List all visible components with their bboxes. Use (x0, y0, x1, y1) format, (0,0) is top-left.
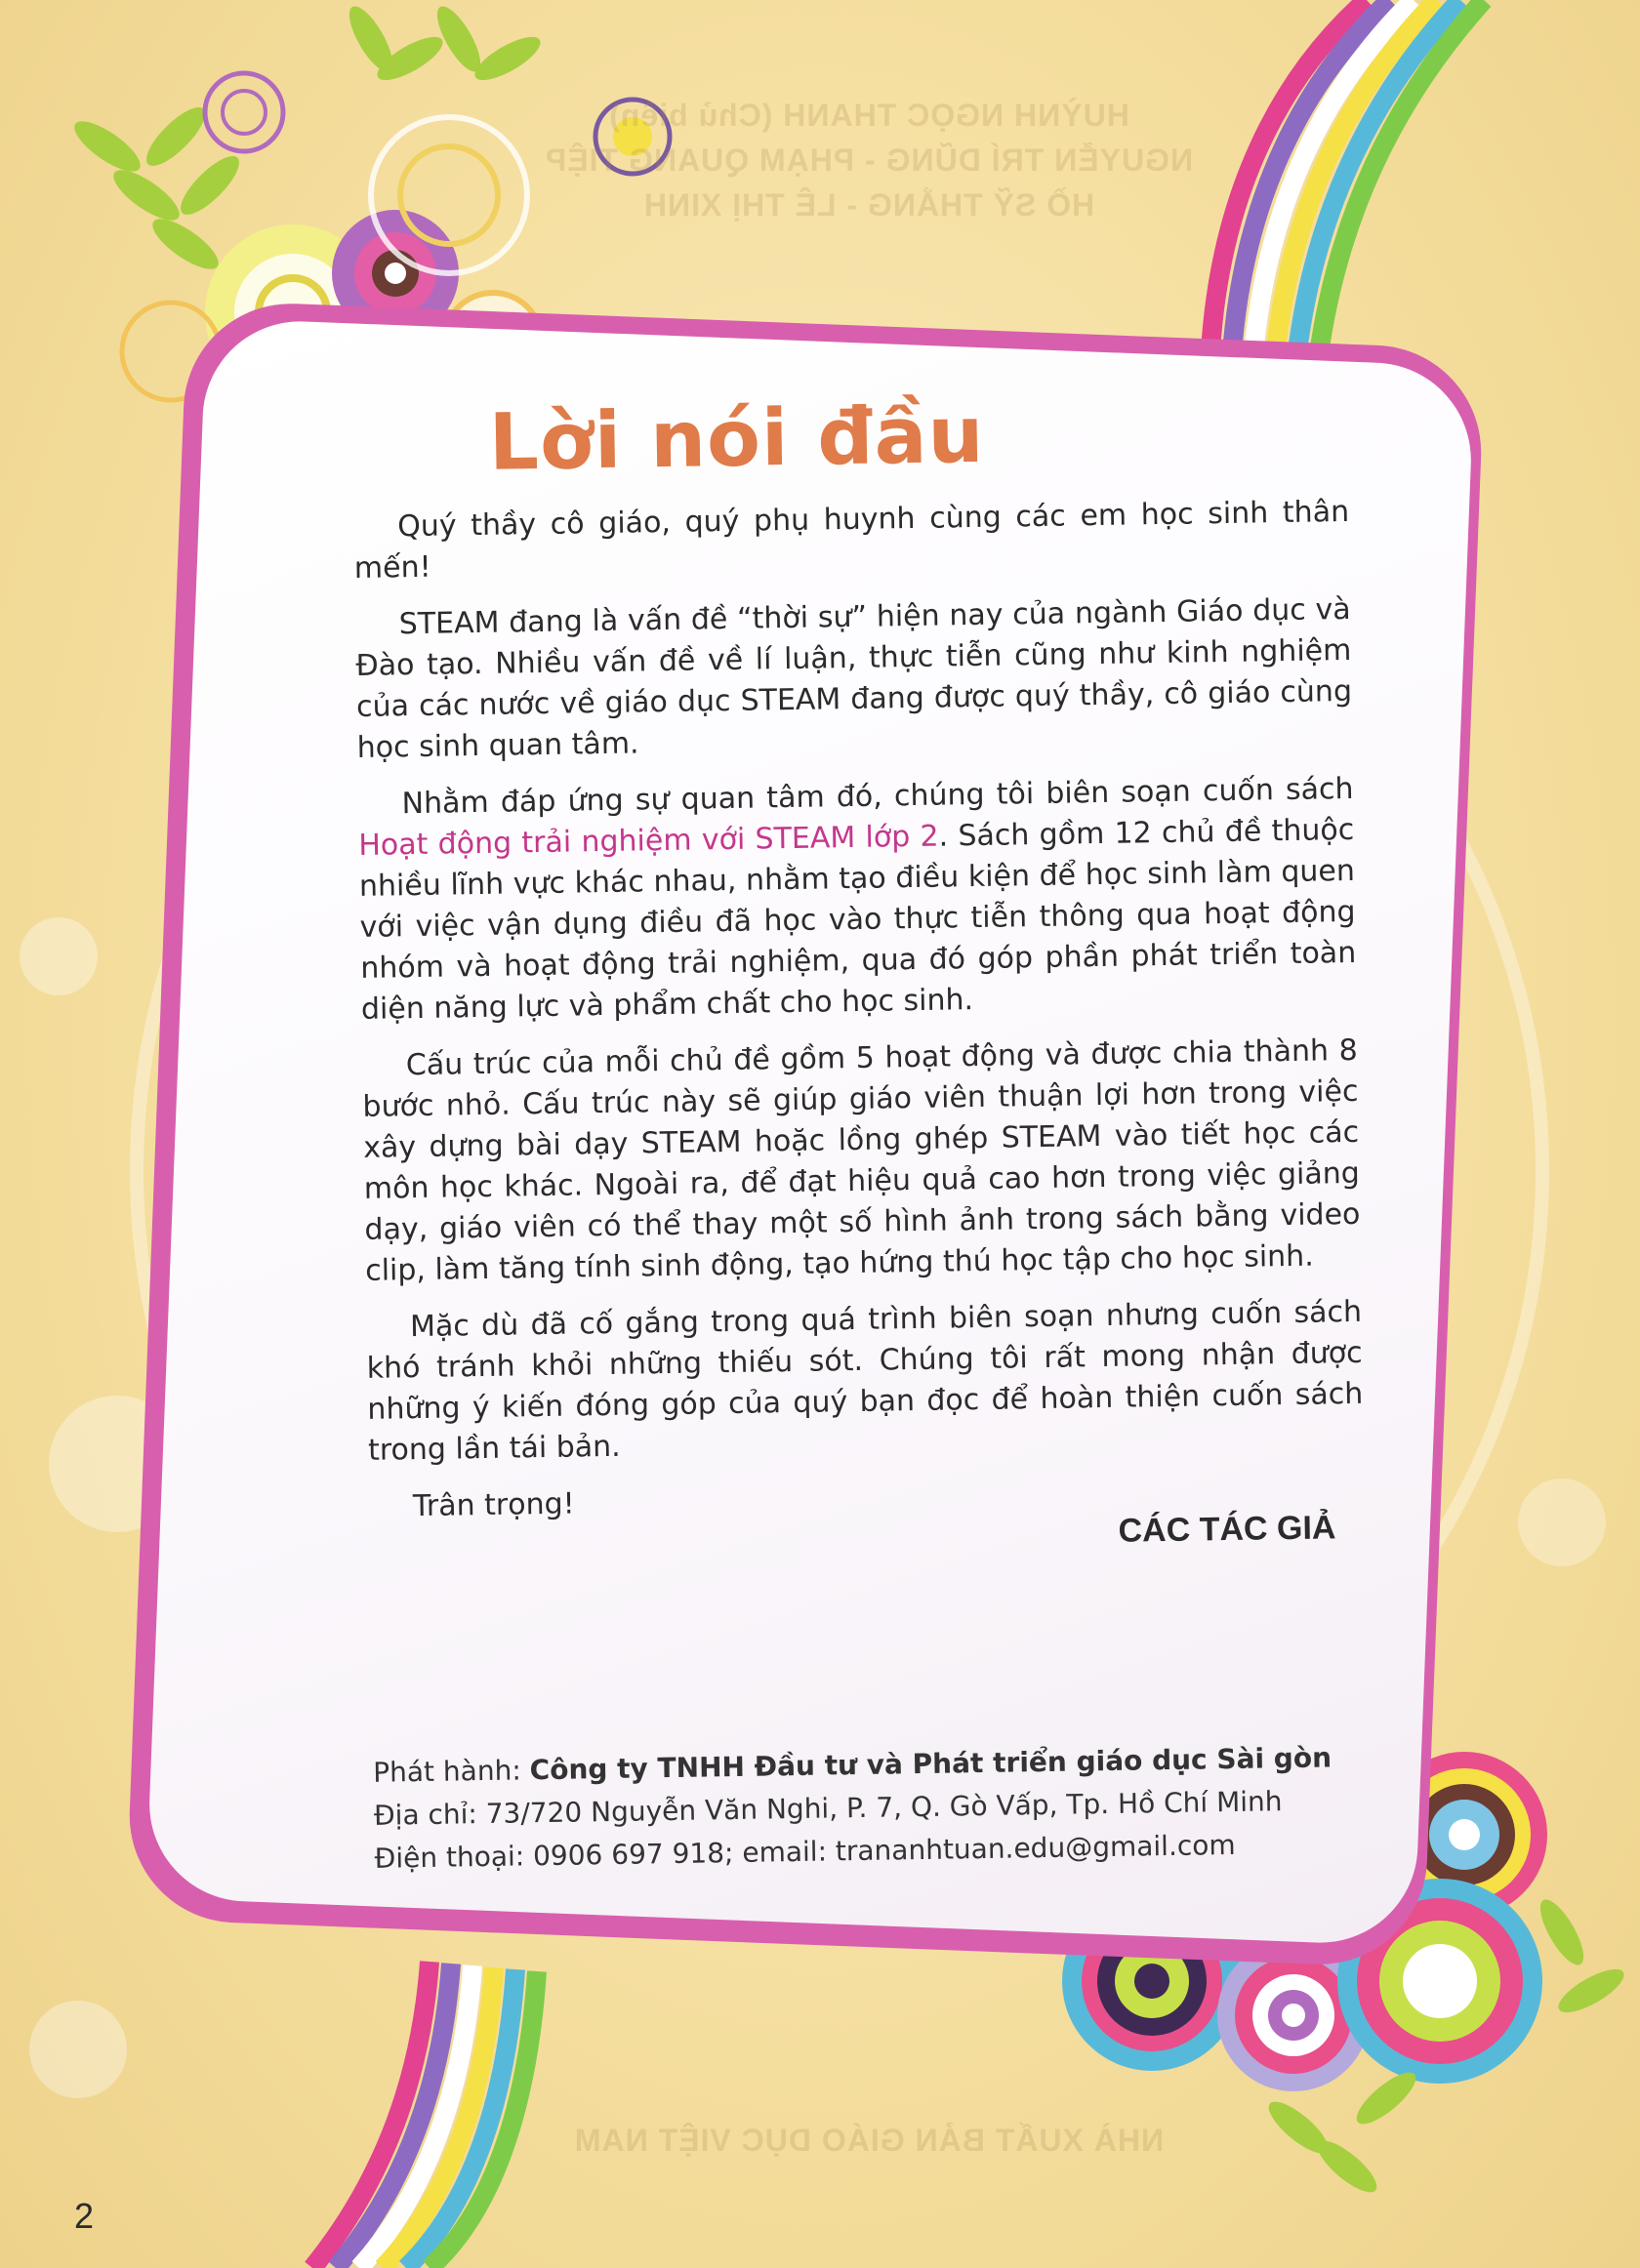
show-through-author-line-3: HỒ SỸ THẮNG - LÊ THỊ XINH (642, 187, 1095, 223)
paragraph-greeting: Quý thầy cô giáo, quý phụ huynh cùng các em học sinh thân mến! (353, 494, 1350, 586)
authors-signature: CÁC TÁC GIẢ (1118, 1509, 1336, 1550)
show-through-author-line-1: HUỲNH NGỌC THANH (Chủ biên) (608, 98, 1129, 133)
closing-greeting: Trân trọng! (412, 1486, 575, 1524)
rainbow-ribbon-bottom (312, 1962, 537, 2268)
page-number: 2 (74, 2196, 95, 2236)
paragraph-book-intro-start: Nhằm đáp ứng sự quan tâm đó, chúng tôi biên soạn cuốn sách (401, 771, 1354, 822)
publisher-info (373, 1736, 1371, 1881)
publisher-address: Địa chỉ: 73/720 Nguyễn Văn Nghi, P. 7, Q. Gò Vấp, Tp. Hồ Chí Minh (373, 1785, 1283, 1832)
show-through-publisher-line: NHÀ XUẤT BẢN GIÁO DỤC VIỆT NAM (573, 2123, 1165, 2158)
paragraph-book-intro-end: . Sách gồm 12 chủ đề thuộc nhiều lĩnh vực khác nhau, nhằm tạo điều kiện để học sinh làm quen với việc vận dụng điều đã học vào thực tiễn thông qua hoạt động nhóm và hoạt động trải nghiệm, qua đó góp phần phát triển toàn diện năng lực và phẩm chất cho học sinh. (358, 812, 1357, 1027)
paragraph-steam-topic: STEAM đang là vấn đề “thời sự” hiện nay của ngành Giáo dục và Đào tạo. Nhiều vấn đề về lí luận, thực tiễn cũng như kinh nghiệm của các nước về giáo dục STEAM đang được quý thầy, cô giáo cùng học sinh quan tâm. (355, 591, 1353, 765)
publisher-name: Công ty TNHH Đầu tư và Phát triển giáo dục Sài gòn (529, 1741, 1332, 1787)
page-title: Lời nói đầu (488, 388, 986, 488)
paragraph-structure: Cấu trúc của mỗi chủ đề gồm 5 hoạt động và được chia thành 8 bước nhỏ. Cấu trúc này sẽ giúp giáo viên thuận lợi hơn trong việc xây dựng bài dạy STEAM hoặc lồng ghép STEAM vào tiết học các môn học khác. Ngoài ra, để đạt hiệu quả cao hơn trong việc giảng dạy, giáo viên có thể thay một số hình ảnh trong sách bằng video clip, làm tăng tính sinh động, tạo hứng thú học tập cho học sinh. (362, 1033, 1361, 1288)
rainbow-ribbon-top (1210, 0, 1484, 361)
publisher-contact: Điện thoại: 0906 697 918; email: trananhtuan.edu@gmail.com (374, 1828, 1236, 1875)
paragraph-feedback: Mặc dù đã cố gắng trong quá trình biên soạn nhưng cuốn sách khó tránh khỏi những thiếu sót. Chúng tôi rất mong nhận được những ý kiến đóng góp của quý bạn đọc để hoàn thiện cuốn sách trong lần tái bản. (366, 1294, 1364, 1468)
preface-content (351, 375, 1371, 1913)
book-title-highlight: Hoạt động trải nghiệm với STEAM lớp 2 (358, 819, 939, 863)
publisher-label: Phát hành: (372, 1754, 530, 1789)
paragraph-book-intro (357, 769, 1357, 1031)
show-through-author-line-2: NGUYỄN TRÍ DŨNG - PHẠM QUANG TIỆP (544, 142, 1194, 178)
